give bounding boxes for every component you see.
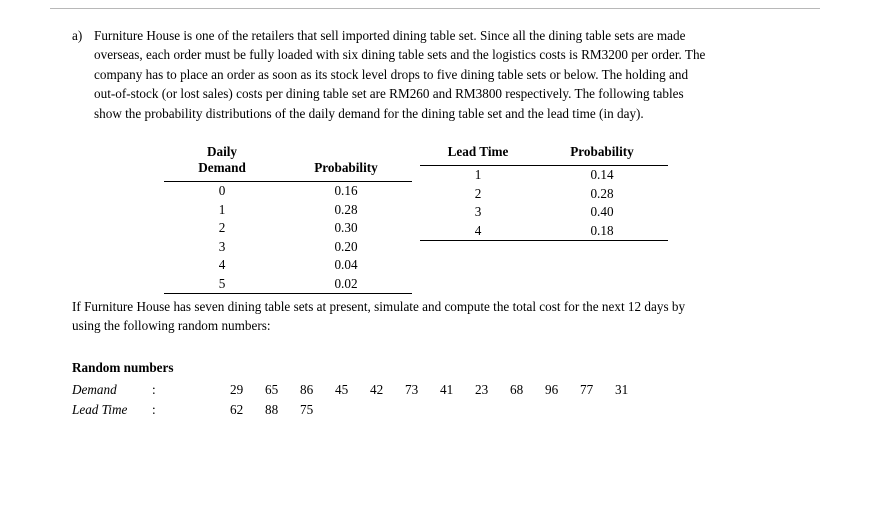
demand-value: 0 (218, 183, 226, 199)
lead-time-probability: 0.28 (590, 185, 614, 201)
random-lead-time-row (72, 401, 650, 421)
demand-value: 2 (218, 220, 226, 236)
random-demand-value: 41 (440, 381, 454, 397)
question-text: Furniture House is one of the retailers that sell imported dining table set. Since all the dining table sets are made overseas, each order must be fully loaded with six dining table sets and the logistics costs is RM3200 per order. The company has to place an order as soon as its stock level drops to five dining table sets or below. The holding and out-of-stock (or lost sales) costs per dining table set are RM260 and RM3800 respectively. The following tables show the probability distributions of the daily demand for the dining table set and the lead time (in day). (94, 28, 706, 121)
random-lead-time-value: 75 (300, 401, 314, 417)
table-row (420, 166, 668, 185)
random-demand-value: 77 (580, 381, 594, 397)
question-item-a (72, 26, 712, 123)
demand-value: 5 (164, 275, 280, 294)
demand-probability: 0.20 (334, 238, 358, 254)
random-demand-value: 96 (545, 381, 559, 397)
random-demand-value: 68 (510, 381, 524, 397)
lead-time-table (420, 143, 668, 241)
random-demand-value: 23 (475, 381, 489, 397)
lead-time-probability: 0.18 (536, 222, 668, 241)
question-marker: a) (72, 28, 83, 43)
random-demand-value: 65 (265, 381, 279, 397)
random-numbers-table (72, 381, 650, 421)
demand-probability: 0.04 (334, 257, 358, 273)
demand-probability: 0.16 (334, 183, 358, 199)
random-lead-time-value: 88 (265, 401, 279, 417)
lead-time-probability: 0.40 (590, 204, 614, 220)
random-demand-label: Demand (72, 381, 117, 397)
demand-probability: 0.02 (280, 275, 412, 294)
demand-value: 4 (218, 257, 226, 273)
page-top-divider (50, 8, 820, 9)
demand-probability-header: Probability (314, 160, 378, 176)
daily-demand-header-line2: Demand (198, 160, 246, 176)
random-demand-colon: : (152, 381, 156, 397)
demand-value: 3 (218, 238, 226, 254)
random-demand-value: 29 (230, 381, 244, 397)
table-row (420, 185, 668, 204)
table-row (420, 222, 668, 241)
random-lead-time-label: Lead Time (72, 401, 128, 417)
random-demand-row (72, 381, 650, 401)
random-demand-value: 73 (405, 381, 419, 397)
demand-probability: 0.28 (334, 201, 358, 217)
table-row (164, 182, 412, 201)
random-lead-time-values (230, 401, 650, 421)
document-content (72, 26, 712, 421)
closing-paragraph: If Furniture House has seven dining table sets at present, simulate and compute the total cost for the next 12 days by using the following random numbers: (72, 299, 686, 334)
lead-time-header: Lead Time (447, 144, 509, 160)
random-demand-values (230, 381, 650, 401)
random-lead-time-colon: : (152, 401, 156, 417)
lead-time-probability: 0.14 (590, 167, 614, 183)
random-lead-time-value: 62 (230, 401, 244, 417)
table-row (164, 275, 412, 294)
random-demand-value: 42 (370, 381, 384, 397)
table-row (164, 219, 412, 238)
table-row (420, 203, 668, 222)
random-demand-value: 86 (300, 381, 314, 397)
lead-time-value: 4 (420, 222, 536, 241)
table-row (164, 238, 412, 257)
random-demand-value: 31 (615, 381, 629, 397)
probability-tables (72, 143, 712, 295)
demand-probability: 0.30 (334, 220, 358, 236)
table-row (164, 256, 412, 275)
random-numbers-title: Random numbers (72, 359, 174, 375)
lead-time-probability-header: Probability (570, 144, 634, 160)
lead-time-value: 3 (474, 204, 482, 220)
daily-demand-table (164, 143, 412, 294)
daily-demand-header-line1: Daily (206, 144, 238, 160)
table-header-row (420, 143, 668, 162)
lead-time-value: 1 (474, 167, 482, 183)
lead-time-value: 2 (474, 185, 482, 201)
table-header-row (164, 143, 412, 178)
random-demand-value: 45 (335, 381, 349, 397)
table-row (164, 201, 412, 220)
demand-value: 1 (218, 201, 226, 217)
daily-demand-header (164, 143, 280, 178)
